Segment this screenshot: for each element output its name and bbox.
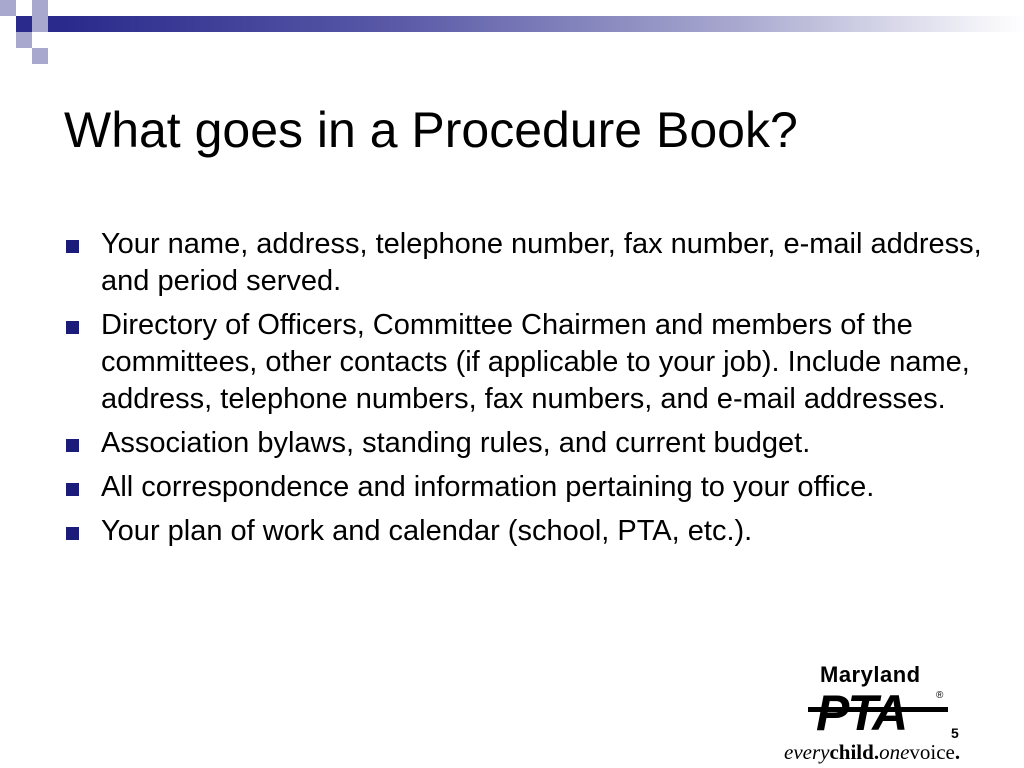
bullet-text: Directory of Officers, Committee Chairmen and members of the committees, other contacts (if applicable to your job). Include name, address, telephone numbers, fax numbers, and e-mail addresses. <box>101 309 970 415</box>
header-decoration <box>0 0 1024 64</box>
decor-square-white-4 <box>32 32 48 48</box>
square-bullet-icon <box>66 483 79 496</box>
decor-square-light-2 <box>32 0 48 16</box>
bullet-list <box>64 226 984 557</box>
decor-square-light-3 <box>32 16 48 32</box>
registered-mark: ® <box>936 690 944 701</box>
tagline-one: one <box>879 740 910 764</box>
bullet-item <box>64 425 984 462</box>
decor-square-dark-1 <box>16 16 32 32</box>
bullet-item <box>64 469 984 506</box>
header-gradient-bar <box>64 16 1024 32</box>
pta-logo-mark <box>808 686 948 734</box>
tagline-dot-2: . <box>954 740 961 764</box>
logo-maryland-text: Maryland <box>820 662 921 687</box>
bullet-item <box>64 226 984 300</box>
bullet-text: Your plan of work and calendar (school, PTA, etc.). <box>101 515 753 547</box>
square-bullet-icon <box>66 321 79 334</box>
pta-letters: PTA <box>816 686 907 734</box>
decor-square-white-2 <box>48 0 64 16</box>
slide-title: What goes in a Procedure Book? <box>64 102 798 158</box>
logo-tagline <box>784 740 960 765</box>
decor-square-white-3 <box>0 16 16 32</box>
maryland-pta-logo <box>780 660 980 768</box>
decor-square-light-1 <box>0 0 16 16</box>
slide-number: 5 <box>951 725 959 741</box>
tagline-voice: voice <box>909 740 955 764</box>
decor-square-light-5 <box>32 48 48 64</box>
square-bullet-icon <box>66 439 79 452</box>
square-bullet-icon <box>66 240 79 253</box>
bullet-item <box>64 513 984 550</box>
decor-square-dark-2 <box>48 16 64 32</box>
decor-square-white-1 <box>16 0 32 16</box>
tagline-every: every <box>784 740 830 764</box>
bullet-text: All correspondence and information pertaining to your office. <box>101 471 875 503</box>
tagline-child: child <box>829 740 874 764</box>
square-bullet-icon <box>66 527 79 540</box>
bullet-text: Your name, address, telephone number, fax number, e-mail address, and period served. <box>101 228 982 297</box>
tagline-dot-1: . <box>873 740 880 764</box>
bullet-item <box>64 307 984 418</box>
bullet-text: Association bylaws, standing rules, and current budget. <box>101 427 811 459</box>
decor-square-light-4 <box>16 32 32 48</box>
